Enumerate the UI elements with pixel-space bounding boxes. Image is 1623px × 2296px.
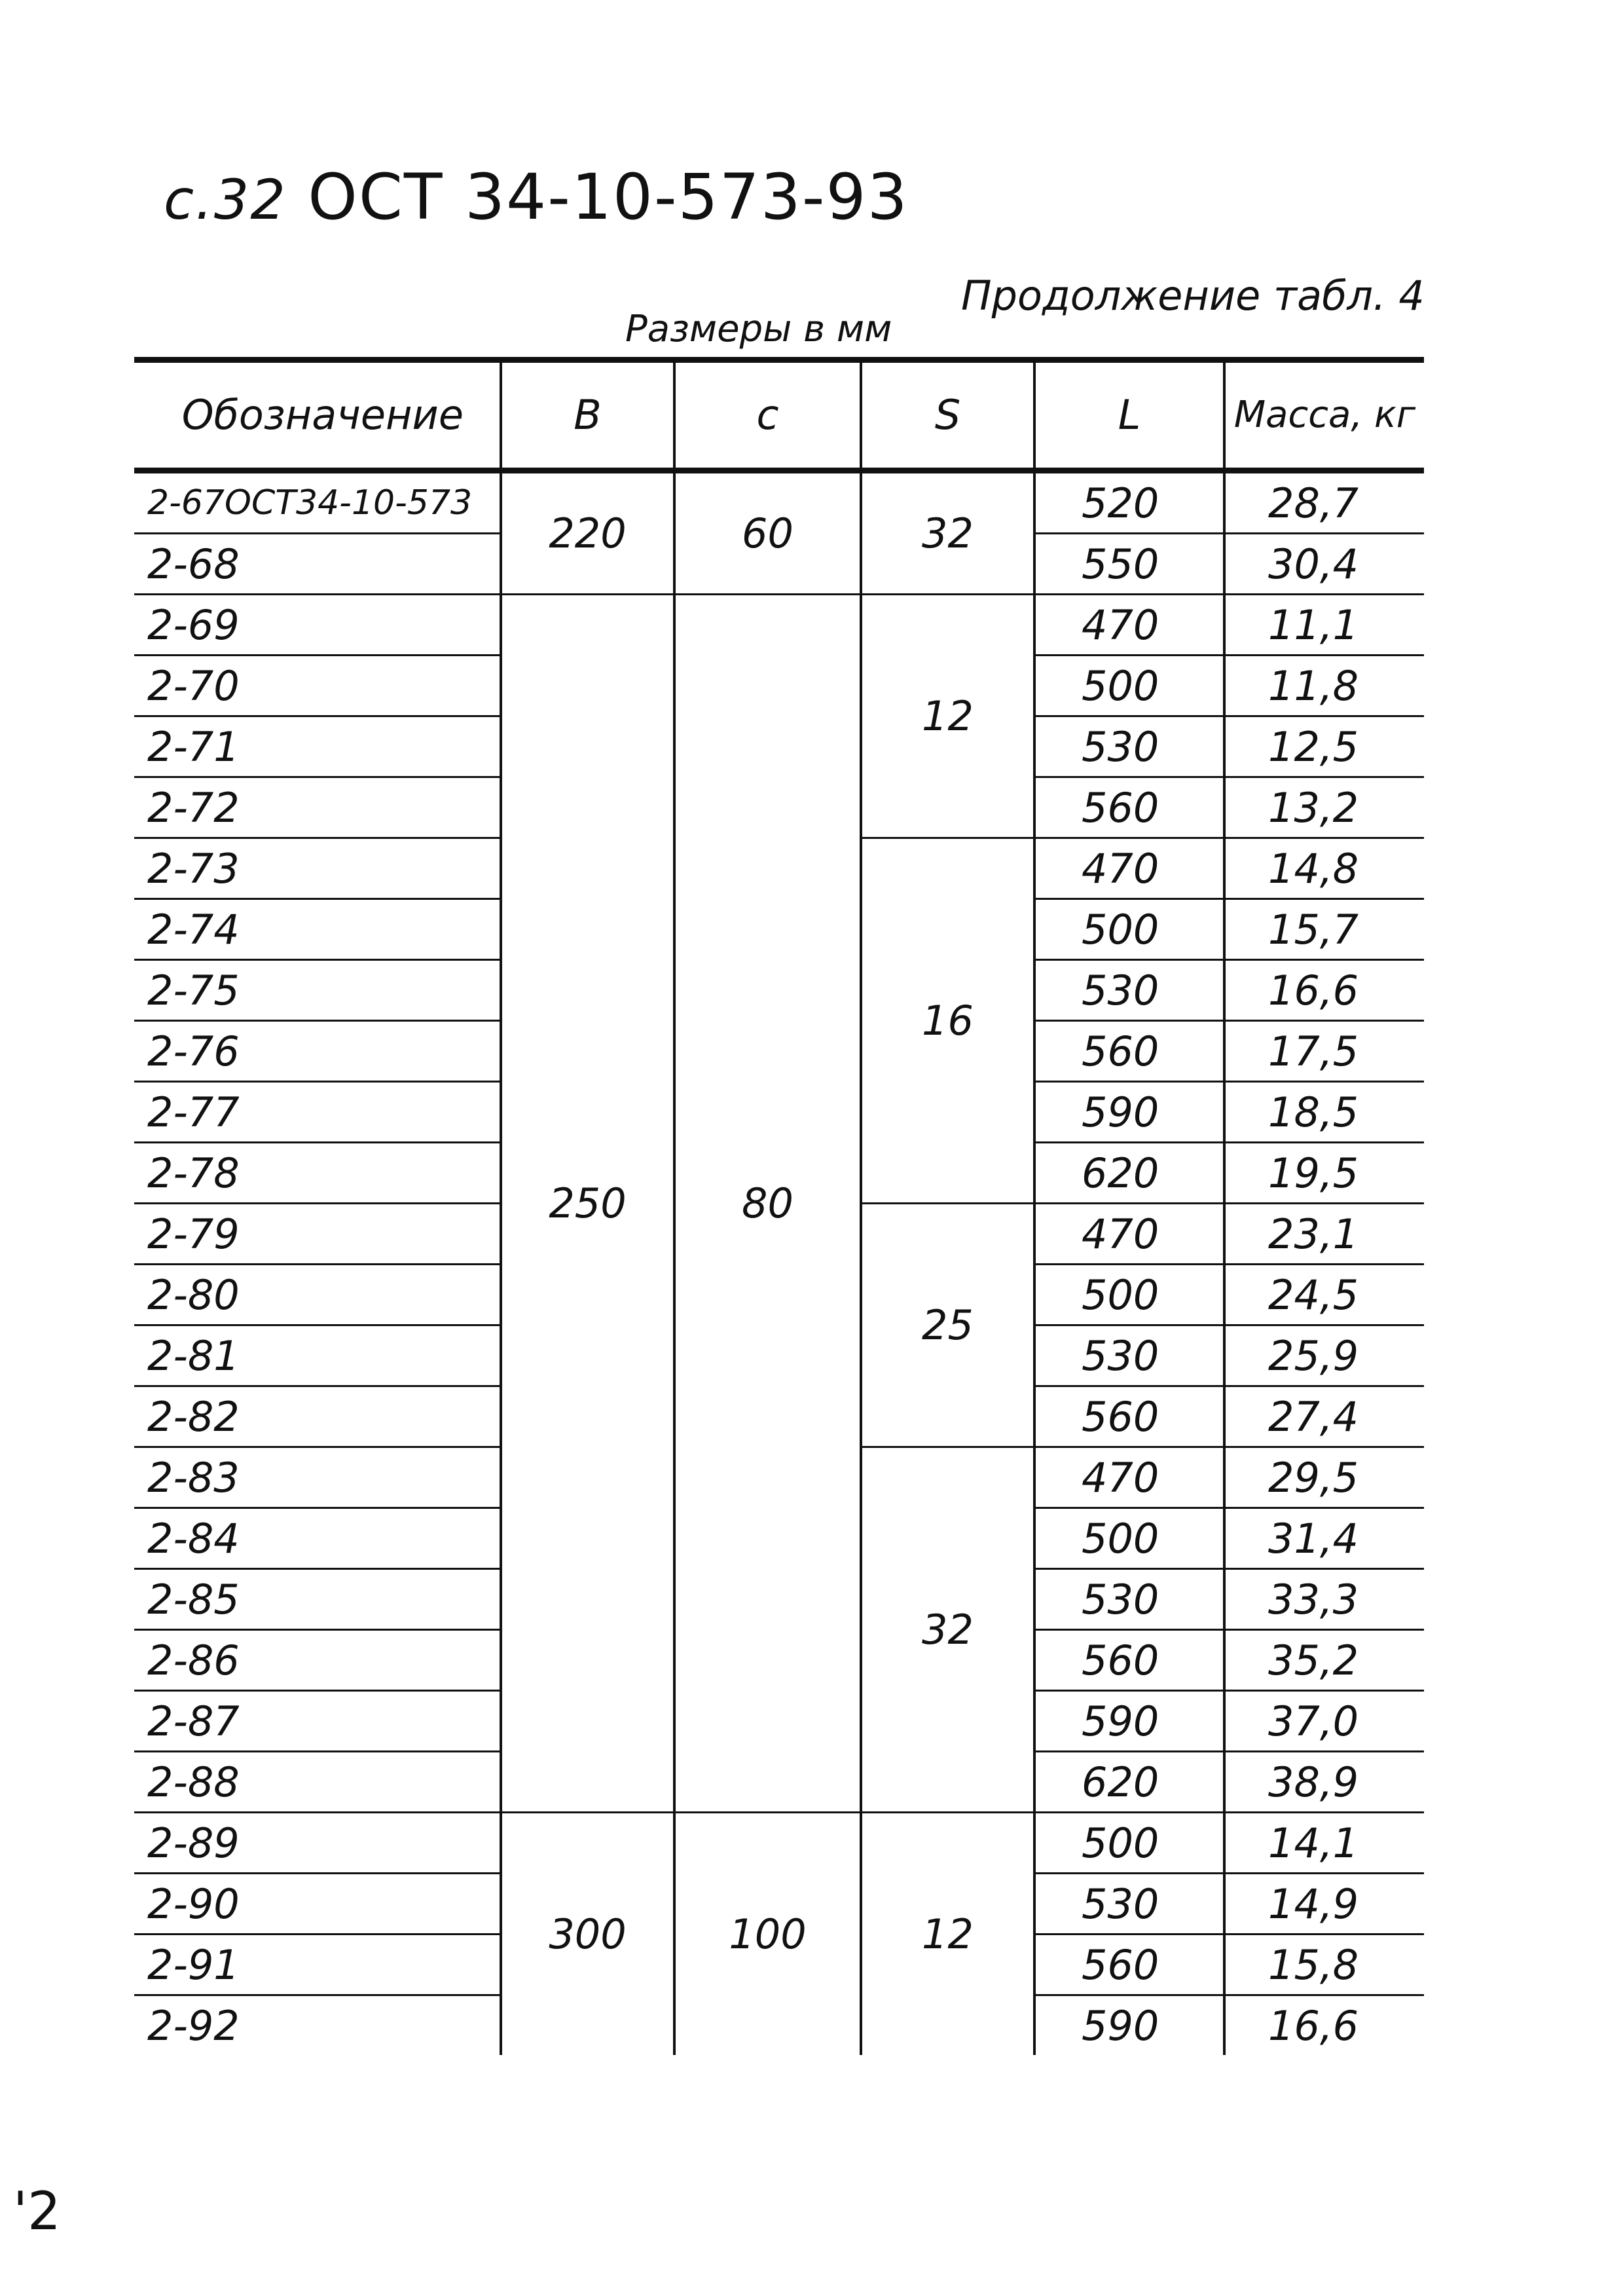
table-row (134, 1813, 1424, 1874)
page-header (164, 160, 909, 234)
l-cell: 560 (1034, 777, 1224, 838)
mass-cell: 23,1 (1224, 1204, 1424, 1265)
designation-cell: 2-83 (134, 1447, 501, 1508)
mass-cell: 12,5 (1224, 716, 1424, 777)
s-cell: 12 (861, 1813, 1034, 2056)
mass-cell: 37,0 (1224, 1691, 1424, 1752)
l-cell: 500 (1034, 899, 1224, 960)
s-cell: 32 (861, 1447, 1034, 1813)
col-header-s: S (861, 360, 1034, 471)
designation-cell: 2-80 (134, 1265, 501, 1325)
designation-cell: 2-89 (134, 1813, 501, 1874)
mass-cell: 25,9 (1224, 1325, 1424, 1386)
standard-code: ОСТ 34-10-573-93 (308, 160, 909, 234)
l-cell: 500 (1034, 1508, 1224, 1569)
l-cell: 560 (1034, 1630, 1224, 1691)
l-cell: 470 (1034, 1447, 1224, 1508)
designation-cell: 2-85 (134, 1569, 501, 1630)
designation-cell: 2-72 (134, 777, 501, 838)
l-cell: 590 (1034, 1691, 1224, 1752)
designation-cell: 2-67ОСТ34-10-573 (134, 471, 501, 534)
mass-cell: 14,1 (1224, 1813, 1424, 1874)
designation-cell: 2-71 (134, 716, 501, 777)
col-header-designation: Обозначение (134, 360, 501, 471)
table-row (134, 471, 1424, 534)
designation-cell: 2-73 (134, 838, 501, 899)
l-cell: 530 (1034, 1325, 1224, 1386)
l-cell: 530 (1034, 1874, 1224, 1935)
designation-cell: 2-87 (134, 1691, 501, 1752)
mass-cell: 17,5 (1224, 1021, 1424, 1082)
mass-cell: 13,2 (1224, 777, 1424, 838)
designation-cell: 2-77 (134, 1082, 501, 1143)
table-header-row (134, 360, 1424, 471)
l-cell: 470 (1034, 1204, 1224, 1265)
designation-cell: 2-79 (134, 1204, 501, 1265)
mass-cell: 14,9 (1224, 1874, 1424, 1935)
mass-cell: 31,4 (1224, 1508, 1424, 1569)
s-cell: 25 (861, 1204, 1034, 1447)
table-row (134, 595, 1424, 656)
table-continuation-note: Продолжение табл. 4 (961, 272, 1425, 320)
mass-cell: 24,5 (1224, 1265, 1424, 1325)
mass-cell: 16,6 (1224, 1995, 1424, 2056)
mass-cell: 15,8 (1224, 1935, 1424, 1995)
b-cell: 250 (501, 595, 674, 1813)
l-cell: 470 (1034, 595, 1224, 656)
l-cell: 590 (1034, 1082, 1224, 1143)
mass-cell: 11,8 (1224, 656, 1424, 716)
designation-cell: 2-92 (147, 2001, 240, 2050)
l-cell: 620 (1034, 1143, 1224, 1204)
mass-cell: 15,7 (1224, 899, 1424, 960)
units-note: Размеры в мм (625, 308, 892, 350)
designation-cell: 2-75 (134, 960, 501, 1021)
designation-cell: 2-78 (134, 1143, 501, 1204)
s-cell: 12 (861, 595, 1034, 838)
c-cell: 60 (674, 471, 861, 595)
l-cell: 520 (1034, 471, 1224, 534)
designation-cell: 2-74 (134, 899, 501, 960)
l-cell: 560 (1034, 1021, 1224, 1082)
b-cell: 220 (501, 471, 674, 595)
mass-cell: 28,7 (1224, 471, 1424, 534)
c-cell: 100 (674, 1813, 861, 2056)
designation-cell: 2-82 (134, 1386, 501, 1447)
col-header-c: c (674, 360, 861, 471)
mass-cell: 33,3 (1224, 1569, 1424, 1630)
designation-cell: 2-88 (134, 1752, 501, 1813)
l-cell: 590 (1034, 1995, 1224, 2056)
footer-page-mark: '2 (13, 2181, 61, 2242)
b-cell: 300 (501, 1813, 674, 2056)
mass-cell: 30,4 (1224, 534, 1424, 595)
mass-cell: 38,9 (1224, 1752, 1424, 1813)
page-number: с.32 (164, 168, 287, 232)
designation-cell: 2-90 (134, 1874, 501, 1935)
mass-cell: 16,6 (1224, 960, 1424, 1021)
mass-cell: 18,5 (1224, 1082, 1424, 1143)
designation-cell: 2-76 (134, 1021, 501, 1082)
l-cell: 560 (1034, 1386, 1224, 1447)
l-cell: 500 (1034, 1813, 1224, 1874)
designation-cell: 2-70 (134, 656, 501, 716)
designation-cell: 2-86 (134, 1630, 501, 1691)
col-header-b: B (501, 360, 674, 471)
mass-cell: 11,1 (1224, 595, 1424, 656)
designation-cell: 2-84 (134, 1508, 501, 1569)
l-cell: 530 (1034, 1569, 1224, 1630)
mass-cell: 29,5 (1224, 1447, 1424, 1508)
l-cell: 530 (1034, 960, 1224, 1021)
l-cell: 560 (1034, 1935, 1224, 1995)
l-cell: 500 (1034, 1265, 1224, 1325)
mass-cell: 19,5 (1224, 1143, 1424, 1204)
l-cell: 620 (1034, 1752, 1224, 1813)
col-header-l: L (1034, 360, 1224, 471)
l-cell: 550 (1034, 534, 1224, 595)
l-cell: 530 (1034, 716, 1224, 777)
designation-cell: 2-81 (134, 1325, 501, 1386)
designation-cell: 2-68 (134, 534, 501, 595)
designation-cell: 2-69 (134, 595, 501, 656)
designation-cell: 2-91 (134, 1935, 501, 1995)
mass-cell: 14,8 (1224, 838, 1424, 899)
l-cell: 470 (1034, 838, 1224, 899)
s-cell: 32 (861, 471, 1034, 595)
mass-cell: 27,4 (1224, 1386, 1424, 1447)
col-header-mass: Масса, кг (1224, 360, 1424, 471)
s-cell: 16 (861, 838, 1034, 1204)
dimensions-table (134, 357, 1424, 2055)
c-cell: 80 (674, 595, 861, 1813)
l-cell: 500 (1034, 656, 1224, 716)
mass-cell: 35,2 (1224, 1630, 1424, 1691)
